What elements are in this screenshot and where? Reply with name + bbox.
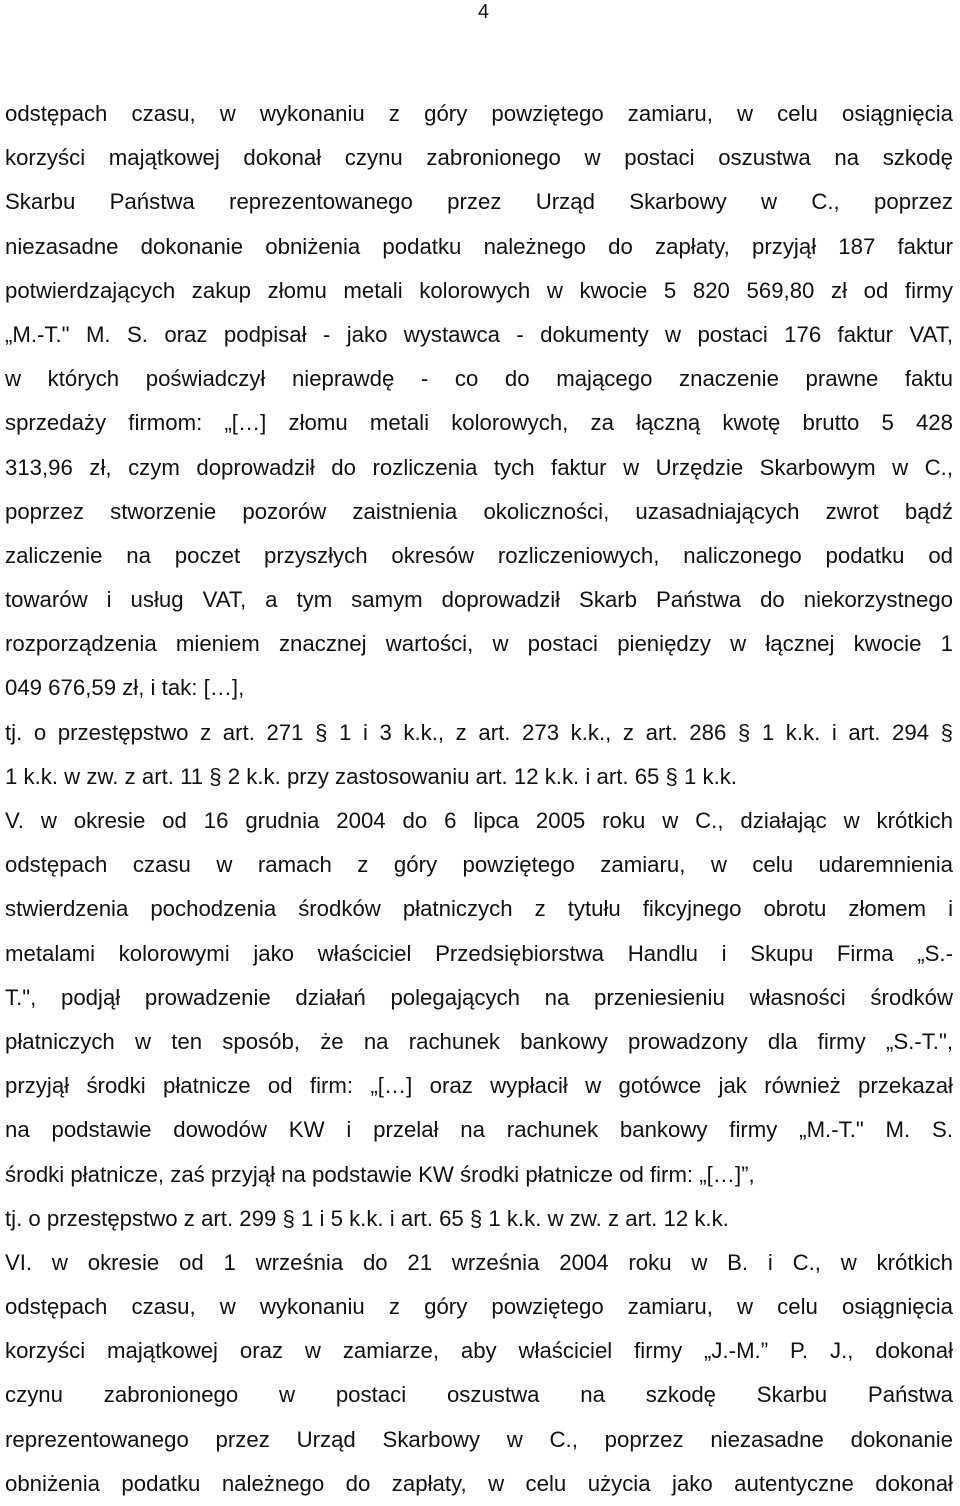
text-line: reprezentowanego przez Urząd Skarbowy w C., poprzez niezasadne dokonanie	[5, 1426, 953, 1452]
text-line: tj. o przestępstwo z art. 271 § 1 i 3 k.k., z art. 273 k.k., z art. 286 § 1 k.k. i art. 294 §	[5, 719, 953, 745]
text-line: rozporządzenia mieniem znacznej wartości, w postaci pieniędzy w łącznej kwocie 1	[5, 631, 953, 657]
text-line: VI. w okresie od 1 września do 21 września 2004 roku w B. i C., w krótkich	[5, 1249, 953, 1275]
text-line: 1 k.k. w zw. z art. 11 § 2 k.k. przy zastosowaniu art. 12 k.k. i art. 65 § 1 k.k.	[5, 763, 738, 789]
text-line: środki płatnicze, zaś przyjął na podstawie KW środki płatnicze od firm: „[…]”,	[5, 1161, 755, 1187]
text-line: korzyści majątkowej oraz w zamiarze, aby właściciel firmy „J.-M.” P. J., dokonał	[5, 1338, 953, 1364]
text-line: zaliczenie na poczet przyszłych okresów rozliczeniowych, naliczonego podatku od	[5, 542, 953, 568]
text-line: na podstawie dowodów KW i przelał na rachunek bankowy firmy „M.-T." M. S.	[5, 1117, 953, 1143]
text-line: tj. o przestępstwo z art. 299 § 1 i 5 k.k. i art. 65 § 1 k.k. w zw. z art. 12 k.k.	[5, 1205, 729, 1231]
text-line: obniżenia podatku należnego do zapłaty, w celu użycia jako autentyczne dokonał	[5, 1470, 953, 1496]
text-line: odstępach czasu w ramach z góry powziętego zamiaru, w celu udaremnienia	[5, 852, 953, 878]
text-line: Skarbu Państwa reprezentowanego przez Urząd Skarbowy w C., poprzez	[5, 189, 953, 215]
text-line: „M.-T." M. S. oraz podpisał - jako wystawca - dokumenty w postaci 176 faktur VAT,	[5, 321, 953, 347]
text-line: płatniczych w ten sposób, że na rachunek bankowy prowadzony dla firmy „S.-T.",	[5, 1028, 953, 1054]
text-line: metalami kolorowymi jako właściciel Przedsiębiorstwa Handlu i Skupu Firma „S.-	[5, 940, 953, 966]
page-number: 4	[477, 1, 489, 23]
text-line: towarów i usług VAT, a tym samym doprowadził Skarb Państwa do niekorzystnego	[5, 587, 953, 613]
text-line: sprzedaży firmom: „[…] złomu metali kolorowych, za łączną kwotę brutto 5 428	[5, 410, 953, 436]
text-line: 313,96 zł, czym doprowadził do rozliczenia tych faktur w Urzędzie Skarbowym w C.,	[5, 454, 953, 480]
document-body	[5, 92, 953, 1506]
text-line: T.", podjął prowadzenie działań polegających na przeniesieniu własności środków	[5, 984, 953, 1010]
text-line: korzyści majątkowej dokonał czynu zabronionego w postaci oszustwa na szkodę	[5, 145, 953, 171]
text-line: odstępach czasu, w wykonaniu z góry powziętego zamiaru, w celu osiągnięcia	[5, 1294, 953, 1320]
text-line: czynu zabronionego w postaci oszustwa na szkodę Skarbu Państwa	[5, 1382, 953, 1408]
text-line: 049 676,59 zł, i tak: […],	[5, 675, 245, 701]
text-line: poprzez stworzenie pozorów zaistnienia okoliczności, uzasadniających zwrot bądź	[5, 498, 953, 524]
text-line: niezasadne dokonanie obniżenia podatku należnego do zapłaty, przyjął 187 faktur	[5, 233, 953, 259]
text-line: przyjął środki płatnicze od firm: „[…] oraz wypłacił w gotówce jak również przekazał	[5, 1073, 953, 1099]
text-line: stwierdzenia pochodzenia środków płatniczych z tytułu fikcyjnego obrotu złomem i	[5, 896, 953, 922]
text-line: odstępach czasu, w wykonaniu z góry powziętego zamiaru, w celu osiągnięcia	[5, 101, 953, 126]
text-line: potwierdzających zakup złomu metali kolorowych w kwocie 5 820 569,80 zł od firmy	[5, 277, 953, 303]
text-line: w których poświadczył nieprawdę - co do mającego znaczenie prawne faktu	[5, 366, 953, 392]
text-line: V. w okresie od 16 grudnia 2004 do 6 lipca 2005 roku w C., działając w krótkich	[5, 808, 953, 833]
